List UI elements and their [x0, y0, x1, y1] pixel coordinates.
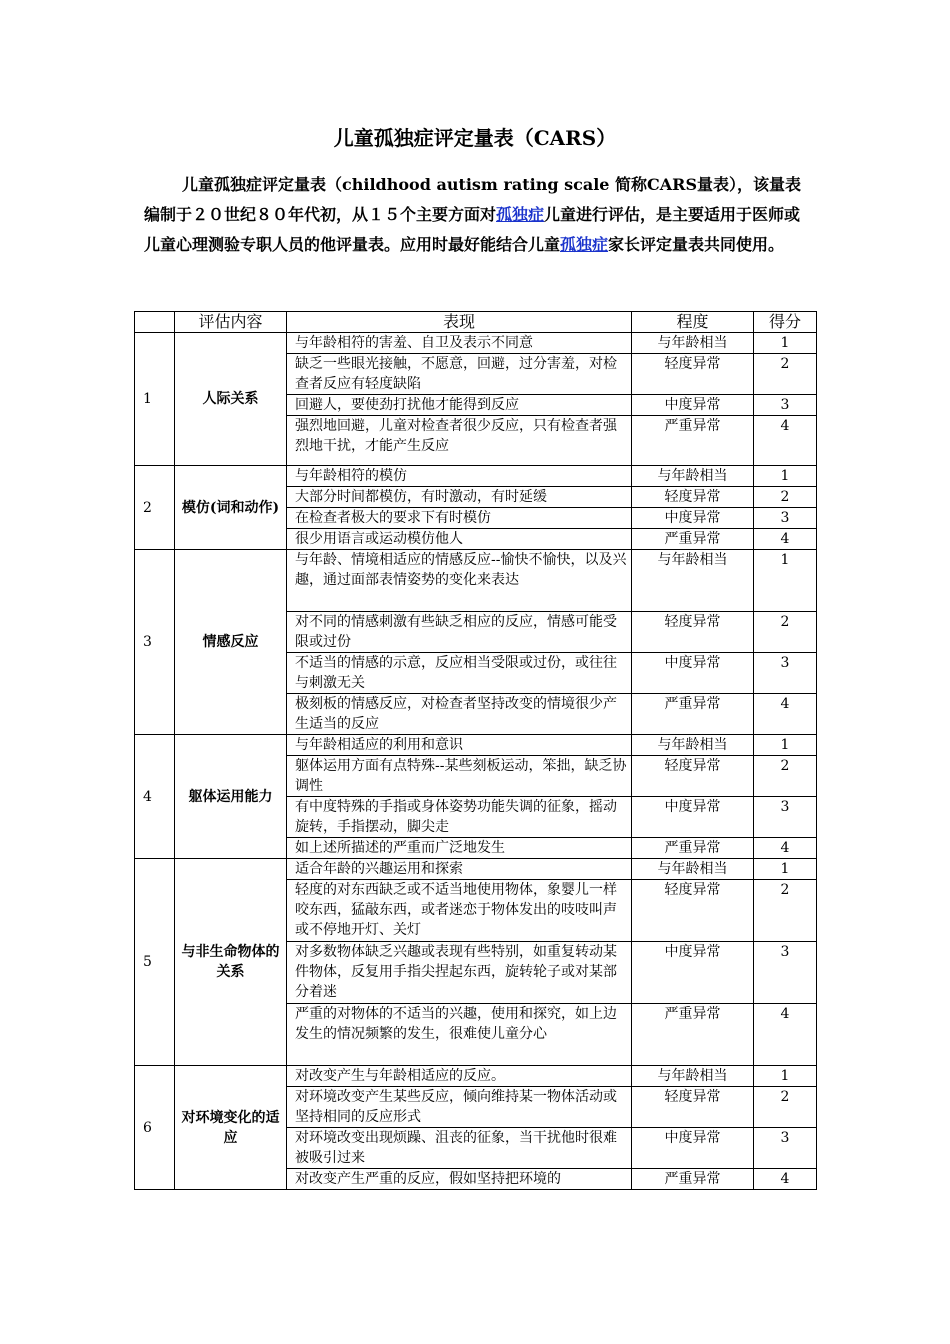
degree-level: 中度异常: [632, 395, 754, 416]
table-row: [135, 859, 817, 880]
table-row: [135, 550, 817, 612]
score-value: 2: [754, 880, 817, 942]
intro-text-3: 家长评定量表共同使用。: [608, 235, 785, 254]
performance-description: 极刻板的情感反应，对检查者坚持改变的情境很少产生适当的反应: [287, 694, 632, 735]
performance-description: 回避人，要使劲打扰他才能得到反应: [287, 395, 632, 416]
degree-level: 严重异常: [632, 694, 754, 735]
degree-level: 与年龄相当: [632, 1066, 754, 1087]
score-value: 3: [754, 395, 817, 416]
section-number: 2: [135, 466, 175, 550]
score-value: 2: [754, 612, 817, 653]
performance-description: 强烈地回避，儿童对检查者很少反应，只有检查者强烈地干扰，才能产生反应: [287, 416, 632, 466]
score-value: 4: [754, 694, 817, 735]
performance-description: 与年龄相符的模仿: [287, 466, 632, 487]
performance-description: 对环境改变产生某些反应，倾向维持某一物体活动或坚持相同的反应形式: [287, 1087, 632, 1128]
performance-description: 对改变产生严重的反应，假如坚持把环境的: [287, 1169, 632, 1190]
section-number: 4: [135, 735, 175, 859]
section-number: 1: [135, 333, 175, 466]
score-value: 3: [754, 797, 817, 838]
degree-level: 轻度异常: [632, 487, 754, 508]
score-value: 3: [754, 1128, 817, 1169]
degree-level: 与年龄相当: [632, 550, 754, 612]
section-name: 与非生命物体的关系: [175, 859, 287, 1066]
degree-level: 中度异常: [632, 653, 754, 694]
table-row: [135, 735, 817, 756]
score-value: 2: [754, 487, 817, 508]
degree-level: 严重异常: [632, 1169, 754, 1190]
degree-level: 中度异常: [632, 1128, 754, 1169]
score-value: 1: [754, 1066, 817, 1087]
degree-level: 严重异常: [632, 416, 754, 466]
section-name: 对环境变化的适应: [175, 1066, 287, 1190]
degree-level: 轻度异常: [632, 612, 754, 653]
degree-level: 轻度异常: [632, 880, 754, 942]
degree-level: 与年龄相当: [632, 333, 754, 354]
performance-description: 如上述所描述的严重而广泛地发生: [287, 838, 632, 859]
intro-text-1: 儿童孤独症评定量表（childhood autism rating scale 简称CARS量表），该量表编制于２０世纪８０年代初，从１５个主要方面对: [144, 175, 802, 224]
performance-description: 躯体运用方面有点特殊--某些刻板运动，笨拙，缺乏协调性: [287, 756, 632, 797]
score-value: 1: [754, 735, 817, 756]
performance-description: 不适当的情感的示意，反应相当受限或过份，或往往与刺激无关: [287, 653, 632, 694]
section-name: 躯体运用能力: [175, 735, 287, 859]
score-value: 4: [754, 416, 817, 466]
section-number: 3: [135, 550, 175, 735]
score-value: 4: [754, 1004, 817, 1066]
intro-text-2: 儿童进行评估，是主要适用于医师或儿童心理测验专职人员的他评量表。应用时最好能结合儿童: [144, 205, 801, 254]
header-performance: 表现: [287, 312, 632, 333]
degree-level: 与年龄相当: [632, 735, 754, 756]
degree-level: 严重异常: [632, 529, 754, 550]
score-value: 2: [754, 354, 817, 395]
score-value: 3: [754, 942, 817, 1004]
score-value: 1: [754, 550, 817, 612]
section-number: 5: [135, 859, 175, 1066]
performance-description: 对改变产生与年龄相适应的反应。: [287, 1066, 632, 1087]
degree-level: 轻度异常: [632, 354, 754, 395]
degree-level: 中度异常: [632, 508, 754, 529]
performance-description: 轻度的对东西缺乏或不适当地使用物体，象婴儿一样咬东西，猛敲东西，或者迷恋于物体发出的吱吱叫声或不停地开灯、关灯: [287, 880, 632, 942]
performance-description: 与年龄相符的害羞、自卫及表示不同意: [287, 333, 632, 354]
header-degree: 程度: [632, 312, 754, 333]
performance-description: 有中度特殊的手指或身体姿势功能失调的征象，摇动旋转，手指摆动，脚尖走: [287, 797, 632, 838]
header-num: [135, 312, 175, 333]
score-value: 1: [754, 333, 817, 354]
autism-link-1[interactable]: 孤独症: [496, 205, 545, 224]
score-value: 2: [754, 1087, 817, 1128]
degree-level: 中度异常: [632, 797, 754, 838]
header-score: 得分: [754, 312, 817, 333]
performance-description: 严重的对物体的不适当的兴趣，使用和探究，如上边发生的情况频繁的发生，很难使儿童分心: [287, 1004, 632, 1066]
table-row: [135, 333, 817, 354]
degree-level: 与年龄相当: [632, 859, 754, 880]
performance-description: 对不同的情感刺激有些缺乏相应的反应，情感可能受限或过份: [287, 612, 632, 653]
performance-description: 与年龄、情境相适应的情感反应--愉快不愉快，以及兴趣，通过面部表情姿势的变化来表达: [287, 550, 632, 612]
performance-description: 很少用语言或运动模仿他人: [287, 529, 632, 550]
table-row: [135, 1066, 817, 1087]
score-value: 4: [754, 838, 817, 859]
score-value: 4: [754, 529, 817, 550]
header-content: 评估内容: [175, 312, 287, 333]
degree-level: 与年龄相当: [632, 466, 754, 487]
degree-level: 轻度异常: [632, 756, 754, 797]
degree-level: 严重异常: [632, 838, 754, 859]
score-value: 4: [754, 1169, 817, 1190]
autism-link-2[interactable]: 孤独症: [560, 235, 609, 254]
table-body: [135, 333, 817, 1190]
section-name: 模仿(词和动作): [175, 466, 287, 550]
score-value: 2: [754, 756, 817, 797]
performance-description: 对多数物体缺乏兴趣或表现有些特别，如重复转动某件物体，反复用手指尖捏起东西，旋转轮子或对某部分着迷: [287, 942, 632, 1004]
table-row: [135, 466, 817, 487]
page-title: 儿童孤独症评定量表（CARS）: [333, 126, 617, 150]
score-value: 1: [754, 466, 817, 487]
degree-level: 严重异常: [632, 1004, 754, 1066]
performance-description: 在检查者极大的要求下有时模仿: [287, 508, 632, 529]
score-value: 1: [754, 859, 817, 880]
section-number: 6: [135, 1066, 175, 1190]
performance-description: 与年龄相适应的利用和意识: [287, 735, 632, 756]
section-name: 人际关系: [175, 333, 287, 466]
score-value: 3: [754, 508, 817, 529]
score-value: 3: [754, 653, 817, 694]
cars-table: [134, 311, 817, 1190]
performance-description: 对环境改变出现烦躁、沮丧的征象，当干扰他时很难被吸引过来: [287, 1128, 632, 1169]
performance-description: 缺乏一些眼光接触，不愿意，回避，过分害羞，对检查者反应有轻度缺陷: [287, 354, 632, 395]
degree-level: 轻度异常: [632, 1087, 754, 1128]
intro-paragraph: [144, 170, 814, 260]
performance-description: 适合年龄的兴趣运用和探索: [287, 859, 632, 880]
degree-level: 中度异常: [632, 942, 754, 1004]
performance-description: 大部分时间都模仿，有时激动，有时延缓: [287, 487, 632, 508]
section-name: 情感反应: [175, 550, 287, 735]
